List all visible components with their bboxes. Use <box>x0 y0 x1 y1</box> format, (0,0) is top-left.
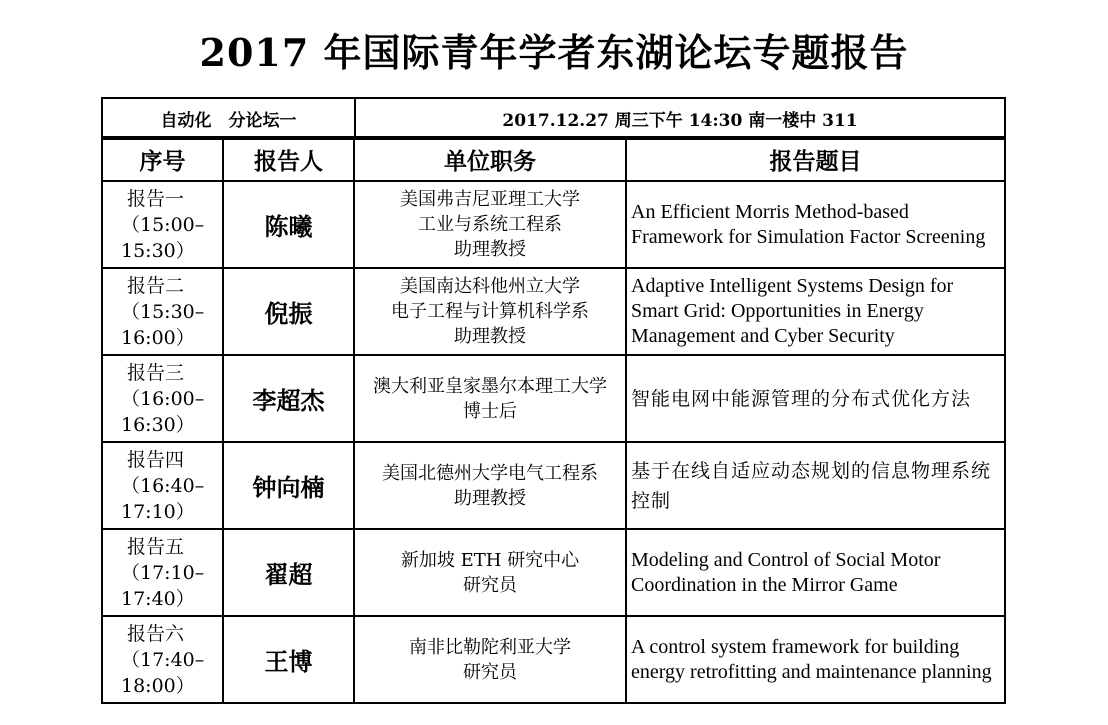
affiliation-cell <box>354 442 626 529</box>
affiliation-line: 助理教授 <box>454 326 526 347</box>
time-slot-cell <box>102 355 223 442</box>
affiliation-cell <box>354 181 626 268</box>
table-row <box>102 181 1005 268</box>
topic-cell: 智能电网中能源管理的分布式优化方法 <box>626 355 1005 442</box>
time-slot-cell <box>102 268 223 355</box>
affiliation-line: 电子工程与计算机科学系 <box>391 301 589 322</box>
column-header-row <box>102 137 1005 181</box>
speaker-name: 王博 <box>223 616 354 703</box>
slot-label: 报告五 <box>127 535 185 558</box>
affiliation-line: 工业与系统工程系 <box>418 214 562 235</box>
table-row <box>102 355 1005 442</box>
topic-cell: Adaptive Intelligent Systems Design for Smart Grid: Opportunities in Energy Management and Cyber Security <box>626 268 1005 355</box>
schedule-table <box>101 97 1006 140</box>
schedule-grid <box>101 136 1006 704</box>
affiliation-cell <box>354 616 626 703</box>
affiliation-line: 澳大利亚皇家墨尔本理工大学 <box>373 375 607 397</box>
time-slot-cell <box>102 529 223 616</box>
time-slot-cell <box>102 442 223 529</box>
affiliation-line: 新加坡 ETH 研究中心 <box>400 549 580 571</box>
time-slot-cell <box>102 181 223 268</box>
table-row <box>102 268 1005 355</box>
slot-end: 17:40） <box>121 587 195 610</box>
speaker-name: 李超杰 <box>223 355 354 442</box>
slot-start: （17:10– <box>121 561 205 584</box>
slot-end: 17:10） <box>121 500 195 523</box>
affiliation-line: 南非比勒陀利亚大学 <box>409 636 571 658</box>
speaker-name: 陈曦 <box>223 181 354 268</box>
time-slot-cell <box>102 616 223 703</box>
slot-end: 16:30） <box>121 413 195 436</box>
affiliation-line: 助理教授 <box>454 239 526 260</box>
slot-start: （15:30– <box>121 300 205 323</box>
slot-end: 16:00） <box>121 326 195 349</box>
column-header-speaker: 报告人 <box>223 137 354 181</box>
session-name: 自动化 分论坛一 <box>102 98 355 139</box>
slot-label: 报告三 <box>127 361 185 384</box>
slot-label: 报告四 <box>127 448 185 471</box>
affiliation-line: 助理教授 <box>454 487 526 509</box>
affiliation-line: 博士后 <box>463 400 517 422</box>
topic-cell: 基于在线自适应动态规划的信息物理系统控制 <box>626 442 1005 529</box>
slot-label: 报告二 <box>127 274 185 297</box>
column-header-affiliation: 单位职务 <box>354 137 626 181</box>
session-time-place: 2017.12.27 周三下午 14:30 南一楼中 311 <box>355 98 1005 139</box>
slot-label: 报告六 <box>127 622 185 645</box>
affiliation-line: 研究员 <box>463 574 517 596</box>
affiliation-line: 研究员 <box>463 661 517 683</box>
table-row <box>102 616 1005 703</box>
page-title: 2017 年国际青年学者东湖论坛专题报告 <box>199 30 909 75</box>
slot-end: 18:00） <box>121 674 195 697</box>
speaker-name: 翟超 <box>223 529 354 616</box>
affiliation-line: 美国南达科他州立大学 <box>400 276 580 297</box>
slot-start: （16:00– <box>121 387 205 410</box>
affiliation-cell <box>354 355 626 442</box>
table-row <box>102 529 1005 616</box>
slot-start: （16:40– <box>121 474 205 497</box>
topic-cell: A control system framework for building energy retrofitting and maintenance planning <box>626 616 1005 703</box>
slot-label: 报告一 <box>127 187 185 210</box>
table-row <box>102 442 1005 529</box>
slot-start: （17:40– <box>121 648 205 671</box>
affiliation-cell <box>354 268 626 355</box>
speaker-name: 倪振 <box>223 268 354 355</box>
slot-end: 15:30） <box>121 239 195 262</box>
session-header-row <box>102 98 1005 139</box>
speaker-name: 钟向楠 <box>223 442 354 529</box>
column-header-topic: 报告题目 <box>626 137 1005 181</box>
affiliation-line: 美国弗吉尼亚理工大学 <box>400 189 580 210</box>
column-header-index: 序号 <box>102 137 223 181</box>
topic-cell: Modeling and Control of Social Motor Coordination in the Mirror Game <box>626 529 1005 616</box>
affiliation-line: 美国北德州大学电气工程系 <box>382 462 598 484</box>
slot-start: （15:00– <box>121 213 205 236</box>
topic-cell: An Efficient Morris Method-based Framework for Simulation Factor Screening <box>626 181 1005 268</box>
affiliation-cell <box>354 529 626 616</box>
